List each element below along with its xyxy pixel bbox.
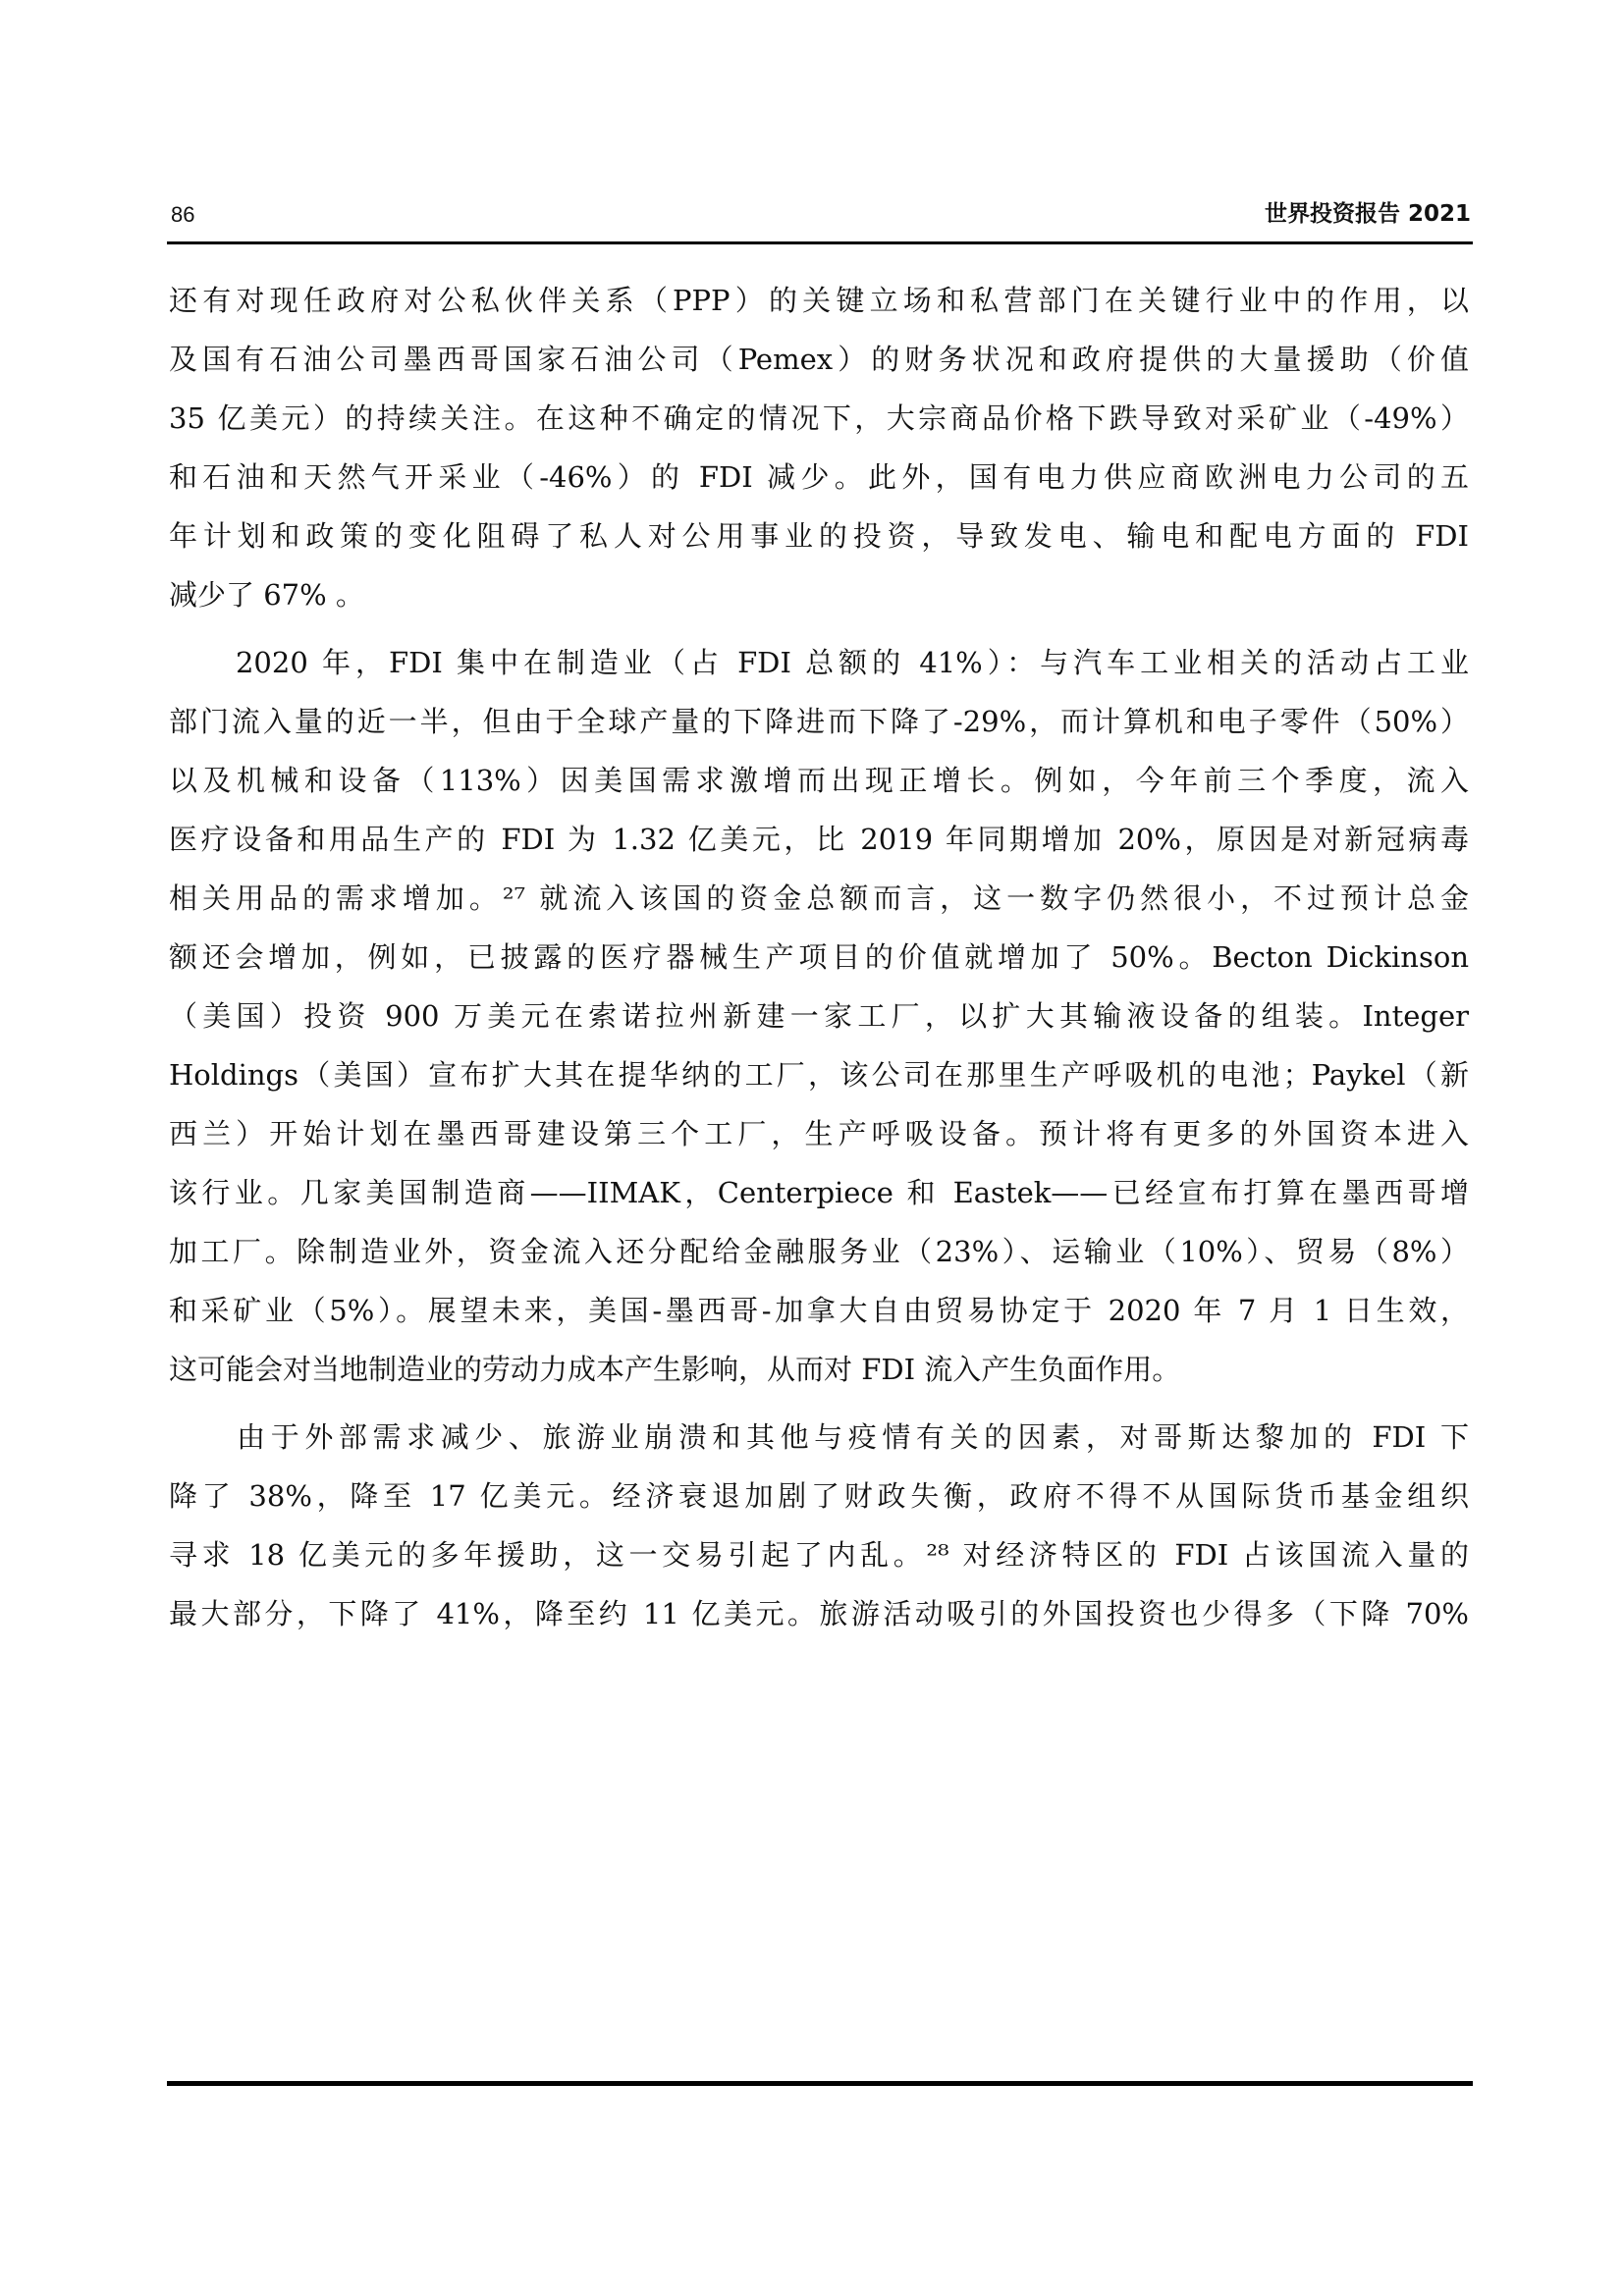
- text-line: 部门流入量的近一半，但由于全球产量的下降进而下降了-29%，而计算机和电子零件（50%）: [169, 705, 1469, 738]
- text-line: 相关用品的需求增加。²⁷ 就流入该国的资金总额而言，这一数字仍然很小，不过预计总金: [169, 881, 1469, 915]
- text-line: 和石油和天然气开采业（-46%）的 FDI 减少。此外，国有电力供应商欧洲电力公司的五: [169, 460, 1469, 494]
- text-line: 最大部分，下降了 41%，降至约 11 亿美元。旅游活动吸引的外国投资也少得多（下降 70%: [169, 1597, 1469, 1630]
- text-line: 这可能会对当地制造业的劳动力成本产生影响，从而对 FDI 流入产生负面作用。: [169, 1353, 1181, 1386]
- text-line: 以及机械和设备（113%）因美国需求激增而出现正增长。例如，今年前三个季度，流入: [169, 764, 1469, 797]
- text-line: 35 亿美元）的持续关注。在这种不确定的情况下，大宗商品价格下跌导致对采矿业（-49%）: [169, 401, 1469, 435]
- text-line: 及国有石油公司墨西哥国家石油公司（Pemex）的财务状况和政府提供的大量援助（价值: [169, 343, 1469, 376]
- text-line: 由于外部需求减少、旅游业崩溃和其他与疫情有关的因素，对哥斯达黎加的 FDI 下: [169, 1420, 1469, 1454]
- text-line: 减少了 67% 。: [169, 578, 364, 612]
- text-line: 2020 年，FDI 集中在制造业（占 FDI 总额的 41%）：与汽车工业相关的活动占工业: [169, 646, 1469, 679]
- text-line: 额还会增加，例如，已披露的医疗器械生产项目的价值就增加了 50%。Becton Dickinson: [169, 940, 1469, 974]
- paragraph-1: [169, 271, 1469, 624]
- paragraph-3: [169, 1408, 1469, 1643]
- text-line: Holdings（美国）宣布扩大其在提华纳的工厂，该公司在那里生产呼吸机的电池；Paykel（新: [169, 1058, 1469, 1092]
- text-line: 加工厂。除制造业外，资金流入还分配给金融服务业（23%）、运输业（10%）、贸易（8%）: [169, 1235, 1469, 1268]
- text-line: 年计划和政策的变化阻碍了私人对公用事业的投资，导致发电、输电和配电方面的 FDI: [169, 519, 1469, 553]
- text-line: 还有对现任政府对公私伙伴关系（PPP）的关键立场和私营部门在关键行业中的作用，以: [169, 284, 1469, 317]
- page-header: [167, 198, 1473, 244]
- footer-rule: [167, 2081, 1473, 2086]
- text-line: 医疗设备和用品生产的 FDI 为 1.32 亿美元，比 2019 年同期增加 20%，原因是对新冠病毒: [169, 823, 1469, 856]
- body-text: [169, 271, 1469, 1643]
- text-line: 该行业。几家美国制造商——IIMAK，Centerpiece 和 Eastek——已经宣布打算在墨西哥增: [169, 1176, 1469, 1209]
- running-title: 世界投资报告 2021: [1264, 201, 1471, 227]
- page-number: 86: [171, 202, 195, 227]
- text-line: 西兰）开始计划在墨西哥建设第三个工厂，生产呼吸设备。预计将有更多的外国资本进入: [169, 1117, 1469, 1150]
- text-line: （美国）投资 900 万美元在索诺拉州新建一家工厂，以扩大其输液设备的组装。Integer: [169, 999, 1469, 1033]
- paragraph-2: [169, 633, 1469, 1399]
- text-line: 降了 38%，降至 17 亿美元。经济衰退加剧了财政失衡，政府不得不从国际货币基金组织: [169, 1479, 1469, 1513]
- text-line: 寻求 18 亿美元的多年援助，这一交易引起了内乱。²⁸ 对经济特区的 FDI 占该国流入量的: [169, 1538, 1469, 1572]
- text-line: 和采矿业（5%）。展望未来，美国-墨西哥-加拿大自由贸易协定于 2020 年 7 月 1 日生效，: [169, 1294, 1469, 1327]
